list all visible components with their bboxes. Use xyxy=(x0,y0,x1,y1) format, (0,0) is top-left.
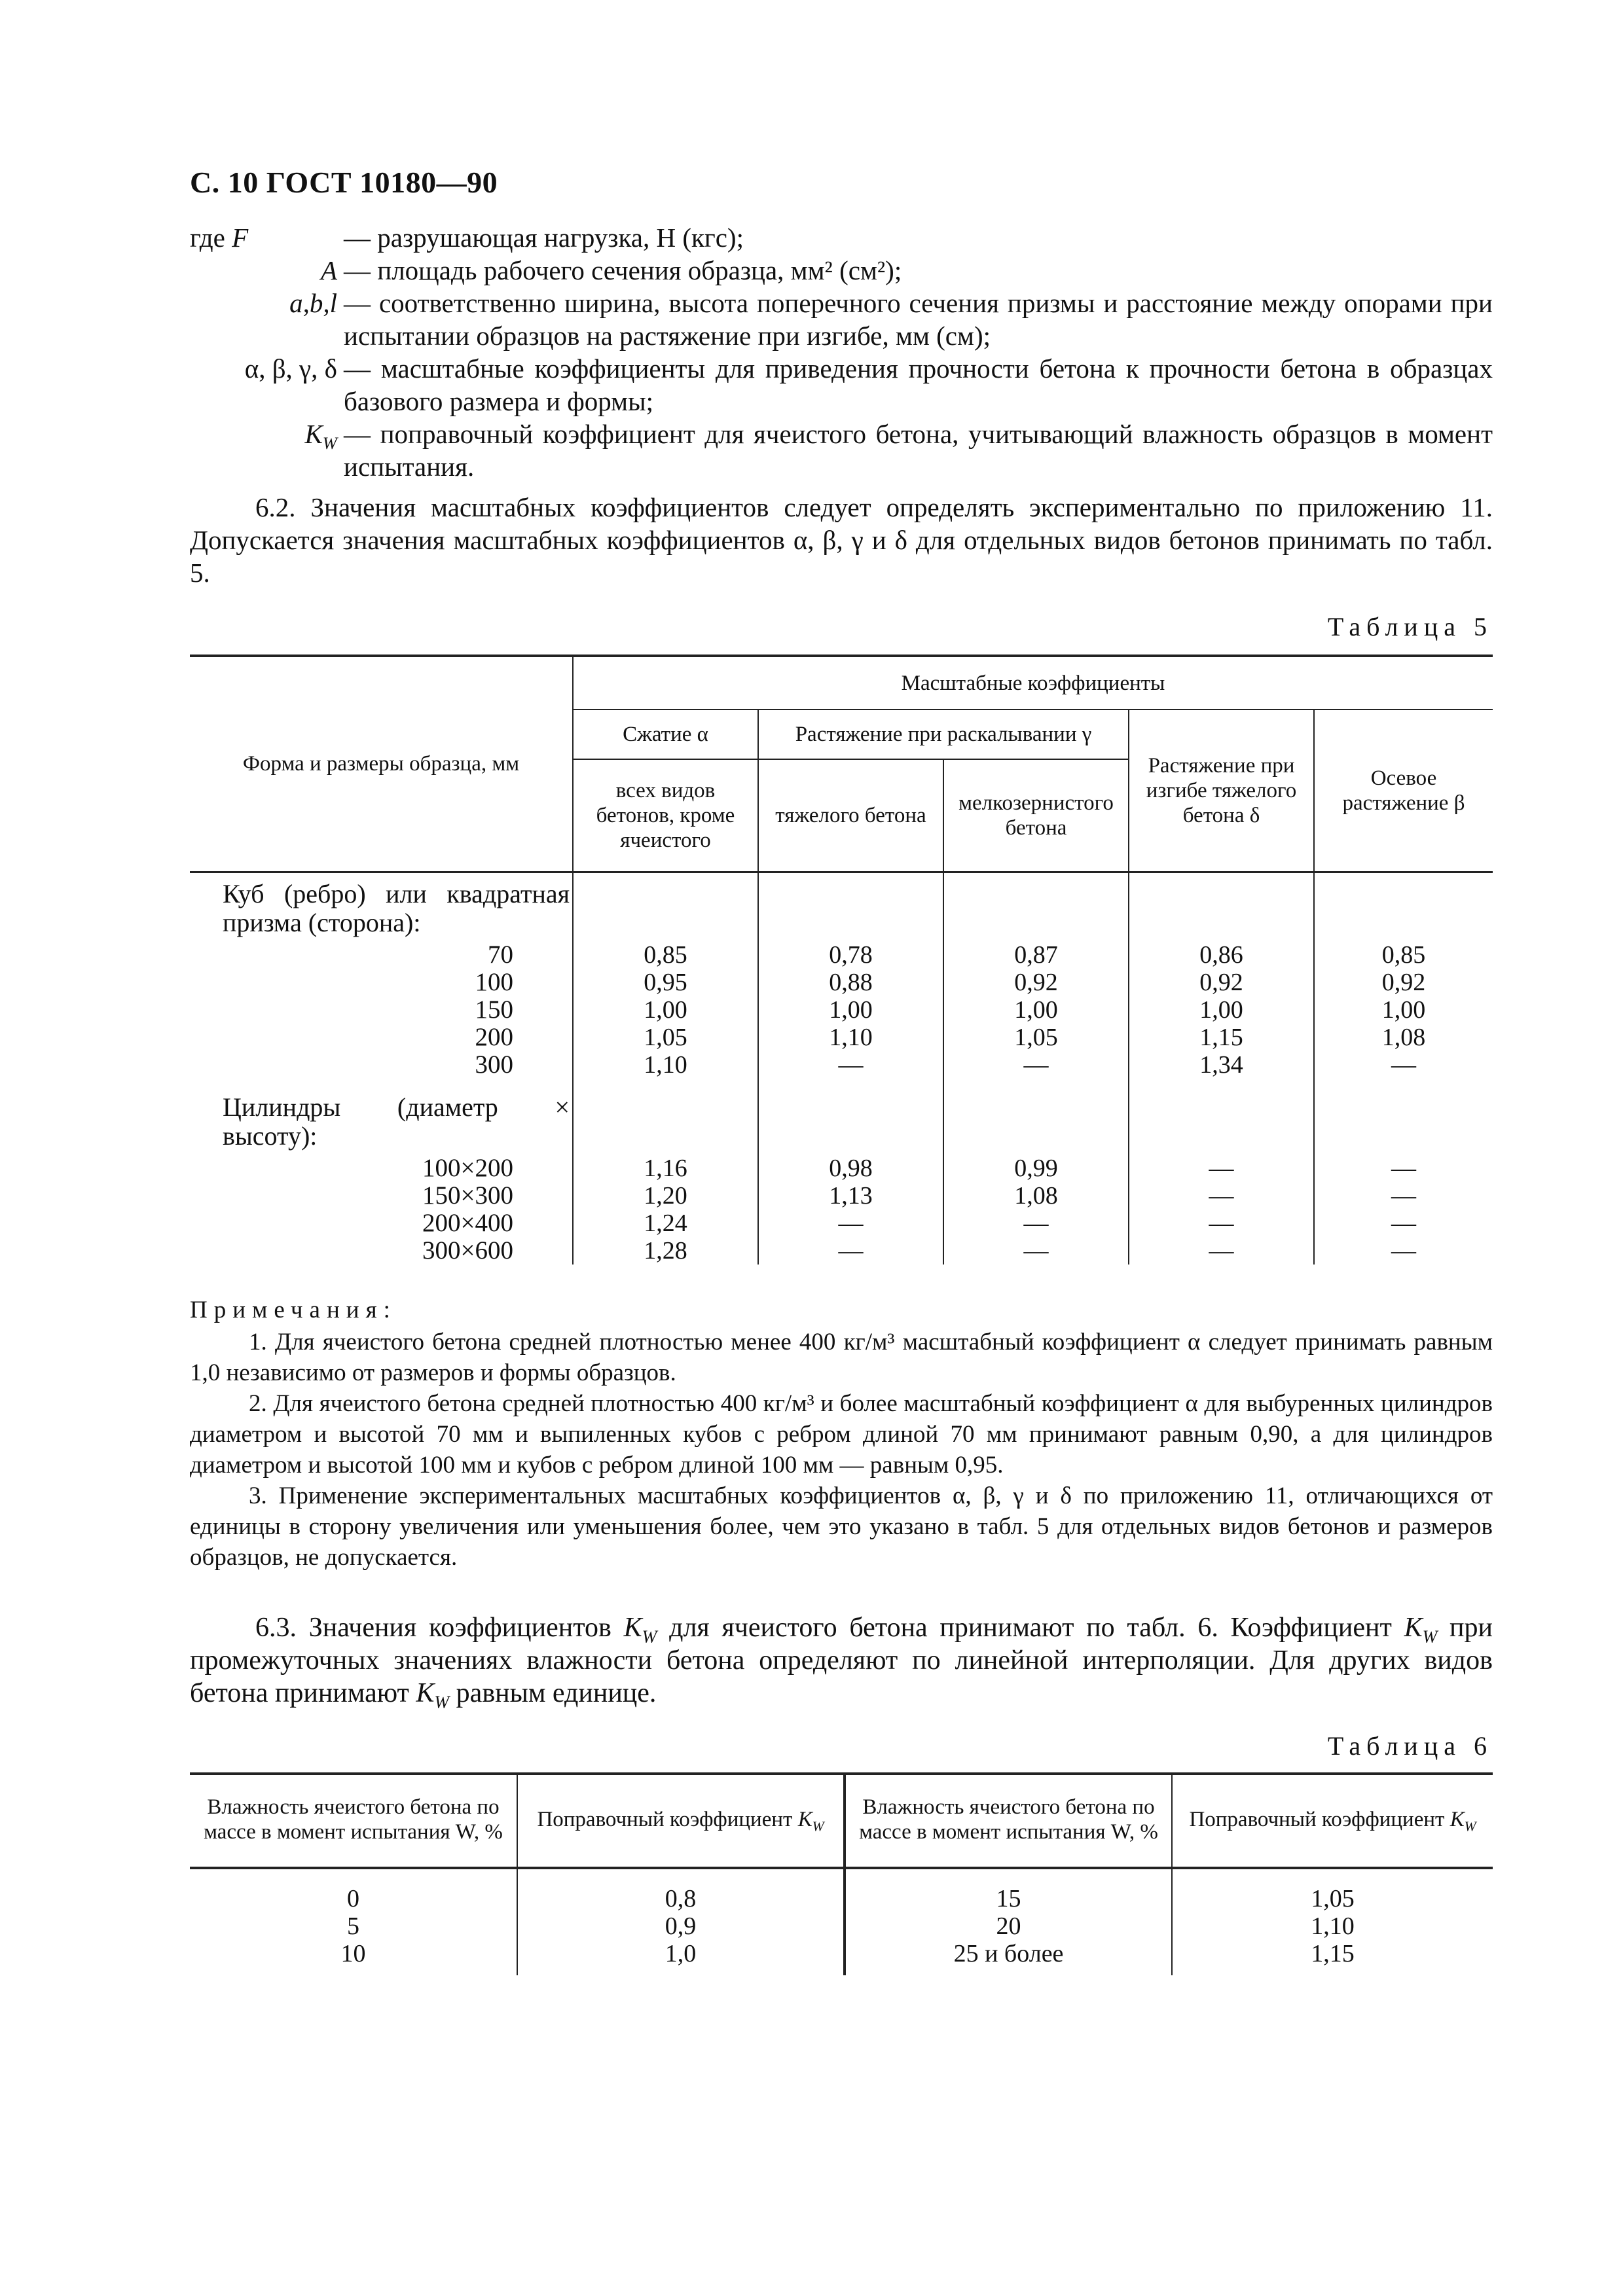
group-label: Куб (ребро) или квадратная призма (сторона): xyxy=(223,878,570,937)
definition-text: — соответственно ширина, высота поперечного сечения призмы и расстояние между опорами при испытании образцов на растяжение при изгибе, мм (см); xyxy=(344,288,1493,351)
col-header-all-types: всех видов бетонов, кроме ячеистого xyxy=(573,759,758,872)
definition-term: α, β, γ, δ xyxy=(244,353,337,384)
definition-term: F xyxy=(232,223,249,253)
definition-text: — поправочный коэффициент для ячеистого бетона, учитывающий влажность образцов в момент испытания. xyxy=(344,419,1493,482)
definition-item xyxy=(190,254,1493,287)
paragraph-6-2: 6.2. Значения масштабных коэффициентов следует определять экспериментально по приложению 11. Допускается значения масштабных коэффициентов α, β, γ и δ для отдельных видов бетонов принимать по табл. 5. xyxy=(190,492,1493,588)
table-row: 150×300 1,20 1,13 1,08 — — xyxy=(190,1182,1493,1210)
table-row: 300 1,10 — — 1,34 — xyxy=(190,1051,1493,1079)
definition-item xyxy=(190,418,1493,483)
definition-term: $K_W$ xyxy=(304,419,337,454)
definitions-list xyxy=(190,221,1493,483)
col-header-bending: Растяжение при изгибе тяжелого бетона δ xyxy=(1129,709,1314,872)
table-5 xyxy=(190,655,1493,1265)
page-header: С. 10 ГОСТ 10180—90 xyxy=(190,166,498,199)
table5-caption: Таблица 5 xyxy=(1327,612,1493,641)
table-row-group xyxy=(190,872,1493,941)
notes-title: Примечания: xyxy=(190,1297,397,1323)
definition-term: A xyxy=(320,255,337,285)
note-3: 3. Применение экспериментальных масштабных коэффициентов α, β, γ и δ по приложению 11, отличающихся от единицы в сторону увеличения или уменьшения более, чем это указано в табл. 5 для отдельных видов бетонов и размеров образцов, не допускается. xyxy=(190,1482,1493,1571)
definition-item: где F — разрушающая нагрузка, Н (кгс); xyxy=(190,221,1493,254)
table-row: 300×600 1,28 — — — — xyxy=(190,1237,1493,1265)
table-row: 5 0,9 20 1,10 xyxy=(190,1912,1493,1940)
col-header-axial: Осевое растяжение β xyxy=(1314,709,1493,872)
col-header-heavy: тяжелого бетона xyxy=(758,759,943,872)
definition-item xyxy=(190,287,1493,352)
table-row: 10 1,0 25 и более 1,15 xyxy=(190,1940,1493,1975)
col-header-fine: мелкозернистого бетона xyxy=(943,759,1129,872)
group-label: Цилиндры (диаметр × высоту): xyxy=(223,1092,570,1151)
table-row: 200×400 1,24 — — — — xyxy=(190,1210,1493,1237)
table-6 xyxy=(190,1772,1493,1975)
table-row: 100×200 1,16 0,98 0,99 — — xyxy=(190,1155,1493,1182)
table-row: 0 0,8 15 1,05 xyxy=(190,1868,1493,1912)
table-row: 200 1,05 1,10 1,05 1,15 1,08 xyxy=(190,1024,1493,1051)
table6-caption: Таблица 6 xyxy=(1327,1731,1493,1761)
note-2: 2. Для ячеистого бетона средней плотностью 400 кг/м³ и более масштабный коэффициент α для выбуренных цилиндров диаметром и высотой 70 мм и выпиленных кубов с ребром длиной 70 мм принимают равным 0,90, а для цилиндров диаметром и высотой 100 мм и кубов с ребром длиной 100 мм — равным 0,95. xyxy=(190,1390,1493,1479)
col-header-moisture: Влажность ячеистого бетона по массе в момент испытания W, % xyxy=(845,1774,1172,1868)
table-row-group xyxy=(190,1079,1493,1155)
table5-notes xyxy=(190,1295,1493,1573)
definition-term: a,b,l xyxy=(289,288,337,318)
col-header-splitting: Растяжение при раскалывании γ xyxy=(758,709,1129,759)
col-header-compression: Сжатие α xyxy=(573,709,758,759)
col-header-coefficient: Поправочный коэффициент $K_W$ xyxy=(517,1774,845,1868)
table-row: 100 0,95 0,88 0,92 0,92 0,92 xyxy=(190,969,1493,996)
col-header-scale: Масштабные коэффициенты xyxy=(573,656,1493,709)
paragraph-6-3: 6.3. Значения коэффициентов $K_W$ для ячеистого бетона принимают по табл. 6. Коэффициент $K_W$ при промежуточных значениях влажности бетона определяют по линейной интерполяции. Для других видов бетона принимают $K_W$ равным единице. xyxy=(190,1613,1493,1712)
definition-text: — разрушающая нагрузка, Н (кгс); xyxy=(344,223,744,253)
definition-text: — площадь рабочего сечения образца, мм² (см²); xyxy=(344,255,902,285)
table-row: 70 0,85 0,78 0,87 0,86 0,85 xyxy=(190,941,1493,969)
table-row: 150 1,00 1,00 1,00 1,00 1,00 xyxy=(190,996,1493,1024)
col-header-moisture: Влажность ячеистого бетона по массе в момент испытания W, % xyxy=(190,1774,517,1868)
note-1: 1. Для ячеистого бетона средней плотностью менее 400 кг/м³ масштабный коэффициент α следует принимать равным 1,0 независимо от размеров и формы образцов. xyxy=(190,1329,1493,1386)
definition-item xyxy=(190,352,1493,418)
definition-text: — масштабные коэффициенты для приведения прочности бетона к прочности бетона в образцах базового размера и формы; xyxy=(344,353,1493,416)
col-header-coefficient: Поправочный коэффициент $K_W$ xyxy=(1172,1774,1493,1868)
col-header-shape: Форма и размеры образца, мм xyxy=(190,656,573,872)
